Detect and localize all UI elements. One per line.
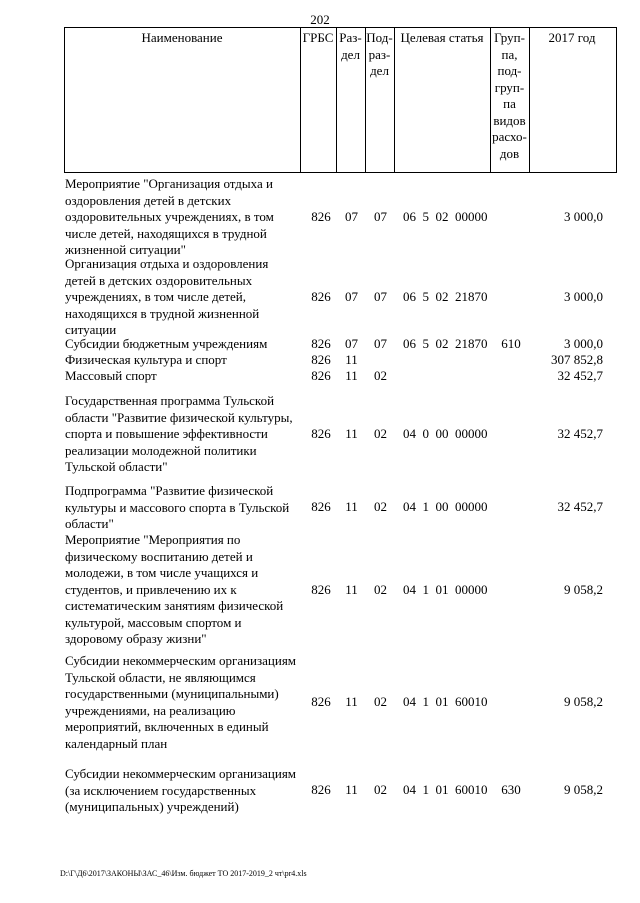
header-grbs: ГРБС [302,30,334,45]
row-grbs: 826 [311,289,331,304]
row-name: Субсидии бюджетным учреждениям [65,336,268,351]
row-podrazdel: 07 [374,209,387,224]
row-razdel: 11 [345,368,358,383]
row-grbs: 826 [311,352,331,367]
row-target: 06 5 02 21870 [403,336,488,351]
row-grbs: 826 [311,499,331,514]
row-razdel: 11 [345,782,358,797]
row-razdel: 11 [345,694,358,709]
row-target: 04 1 00 00000 [403,499,488,514]
page-number: 202 [310,12,330,27]
header-name: Наименование [141,30,223,45]
row-amount: 9 058,2 [564,694,603,709]
row-amount: 9 058,2 [564,582,603,597]
row-razdel: 07 [345,209,358,224]
row-amount: 3 000,0 [564,289,603,304]
header-target: Целевая статья [400,30,484,45]
row-grbs: 826 [311,368,331,383]
row-name: Субсидии некоммерческим организациям (за исключением государственных (муниципальных) учреждений) [65,766,297,814]
header-group: Груп- па, под- груп- па видов расхо- дов [492,30,527,161]
row-name: Мероприятие "Мероприятия по физическому воспитанию детей и молодежи, в том числе учащихся и студентов, и привлечению их к систематическим занятиям физической культурой, массовым спортом и здоровому образу жизни" [65,532,284,646]
header-razdel: Раз- дел [339,30,362,62]
header-year: 2017 год [548,30,596,45]
row-target: 04 1 01 60010 [403,694,488,709]
row-amount: 9 058,2 [564,782,603,797]
row-podrazdel: 07 [374,289,387,304]
row-target: 06 5 02 21870 [403,289,488,304]
row-grbs: 826 [311,426,331,441]
row-podrazdel: 02 [374,499,387,514]
row-podrazdel: 07 [374,336,387,351]
row-target: 06 5 02 00000 [403,209,488,224]
row-razdel: 11 [345,426,358,441]
row-grbs: 826 [311,336,331,351]
header-podrazdel: Под- раз- дел [366,30,393,78]
row-podrazdel: 02 [374,782,387,797]
row-name: Субсидии некоммерческим организациям Тульской области, не являющимся государственными (муниципальными) учреждениями, на реализацию мероприятий, включенных в единый календарный план [65,653,297,751]
row-razdel: 07 [345,289,358,304]
row-amount: 32 452,7 [557,368,603,383]
row-amount: 3 000,0 [564,209,603,224]
row-podrazdel: 02 [374,368,387,383]
row-amount: 307 852,8 [551,352,603,367]
file-path-footer: D:\Г\Д6\2017\ЗАКОНЫ\ЗАС_46\Изм. бюджет ТО 2017-2019_2 чт\pr4.xls [60,869,307,878]
row-target: 04 1 01 60010 [403,782,488,797]
row-name: Организация отдыха и оздоровления детей в детских оздоровительных учреждениях, в том числе детей, находящихся в трудной жизненной ситуации [65,256,269,337]
row-name: Государственная программа Тульской области "Развитие физической культуры, спорта и повышение эффективности реализации молодежной политики Тульской области" [65,393,293,474]
row-grbs: 826 [311,582,331,597]
row-podrazdel: 02 [374,426,387,441]
row-razdel: 11 [345,582,358,597]
row-grbs: 826 [311,782,331,797]
row-target: 04 1 01 00000 [403,582,488,597]
row-name: Массовый спорт [65,368,157,383]
row-group: 610 [501,336,521,351]
row-amount: 32 452,7 [557,426,603,441]
row-podrazdel: 02 [374,582,387,597]
row-podrazdel: 02 [374,694,387,709]
row-amount: 32 452,7 [557,499,603,514]
row-name: Мероприятие "Организация отдыха и оздоровления детей в детских оздоровительных учреждениях, в том числе детей, находящихся в трудной жизненной ситуации" [65,176,274,257]
row-name: Физическая культура и спорт [65,352,227,367]
row-target: 04 0 00 00000 [403,426,488,441]
row-grbs: 826 [311,694,331,709]
row-amount: 3 000,0 [564,336,603,351]
row-razdel: 07 [345,336,358,351]
row-razdel: 11 [345,352,358,367]
row-group: 630 [501,782,521,797]
row-name: Подпрограмма "Развитие физической культуры и массового спорта в Тульской области" [65,483,290,531]
row-razdel: 11 [345,499,358,514]
row-grbs: 826 [311,209,331,224]
